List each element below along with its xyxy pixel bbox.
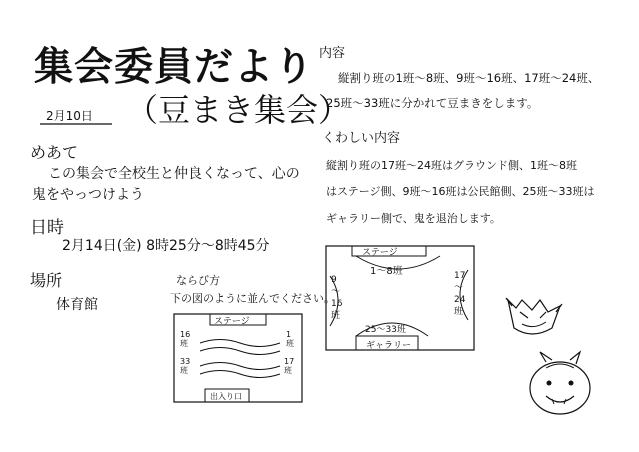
when-text: 2月14日(金) 8時25分～8時45分 <box>62 238 270 254</box>
aim-heading: めあて <box>30 143 79 162</box>
small-stage-label: ステージ <box>214 317 250 327</box>
small-left-top: 16班 <box>180 330 191 348</box>
when-heading: 日時 <box>30 218 64 238</box>
where-heading: 場所 <box>30 271 63 290</box>
aim-line-2: 鬼をやっつけよう <box>32 187 144 203</box>
lineup-heading: ならび方 <box>176 274 220 287</box>
gym-right-zone: 17～24班 <box>454 271 466 317</box>
where-text: 体育館 <box>56 297 98 313</box>
issue-date: 2月10日 <box>46 109 93 123</box>
detail-line-1: 縦割り班の17班～24班はグラウンド側、1班～8班 <box>326 159 577 172</box>
content-line-2: 25班～33班に分かれて豆まきをします。 <box>326 96 539 110</box>
gym-bottom-zone: 25～33班 <box>365 325 406 335</box>
content-heading: 内容 <box>319 46 346 61</box>
small-right-bottom: 17班 <box>284 357 295 375</box>
gym-left-zone: 9～16班 <box>331 275 343 321</box>
newsletter-title: 集会委員だより <box>34 45 315 90</box>
newsletter-subtitle: （豆まき集会） <box>126 91 351 129</box>
detail-heading: くわしい内容 <box>322 131 401 146</box>
small-left-bottom: 33班 <box>180 357 191 375</box>
content-line-1: 縦割り班の1班～8班、9班～16班、17班～24班、 <box>338 71 600 85</box>
gym-gallery-label: ギャラリー <box>366 341 412 351</box>
lineup-text: 下の図のように並んでください。 <box>170 292 335 305</box>
gym-top-zone: 1～8班 <box>370 266 403 277</box>
detail-line-2: はステージ側、9班～16班は公民館側、25班～33班は <box>326 185 595 198</box>
aim-line-1: この集会で全校生と仲良くなって、心の <box>48 166 300 182</box>
detail-line-3: ギャラリー側で、鬼を退治します。 <box>326 212 501 225</box>
small-right-top: 1班 <box>286 330 294 348</box>
gym-stage-label: ステージ <box>362 248 398 258</box>
small-exit-label: 出入り口 <box>210 392 242 401</box>
